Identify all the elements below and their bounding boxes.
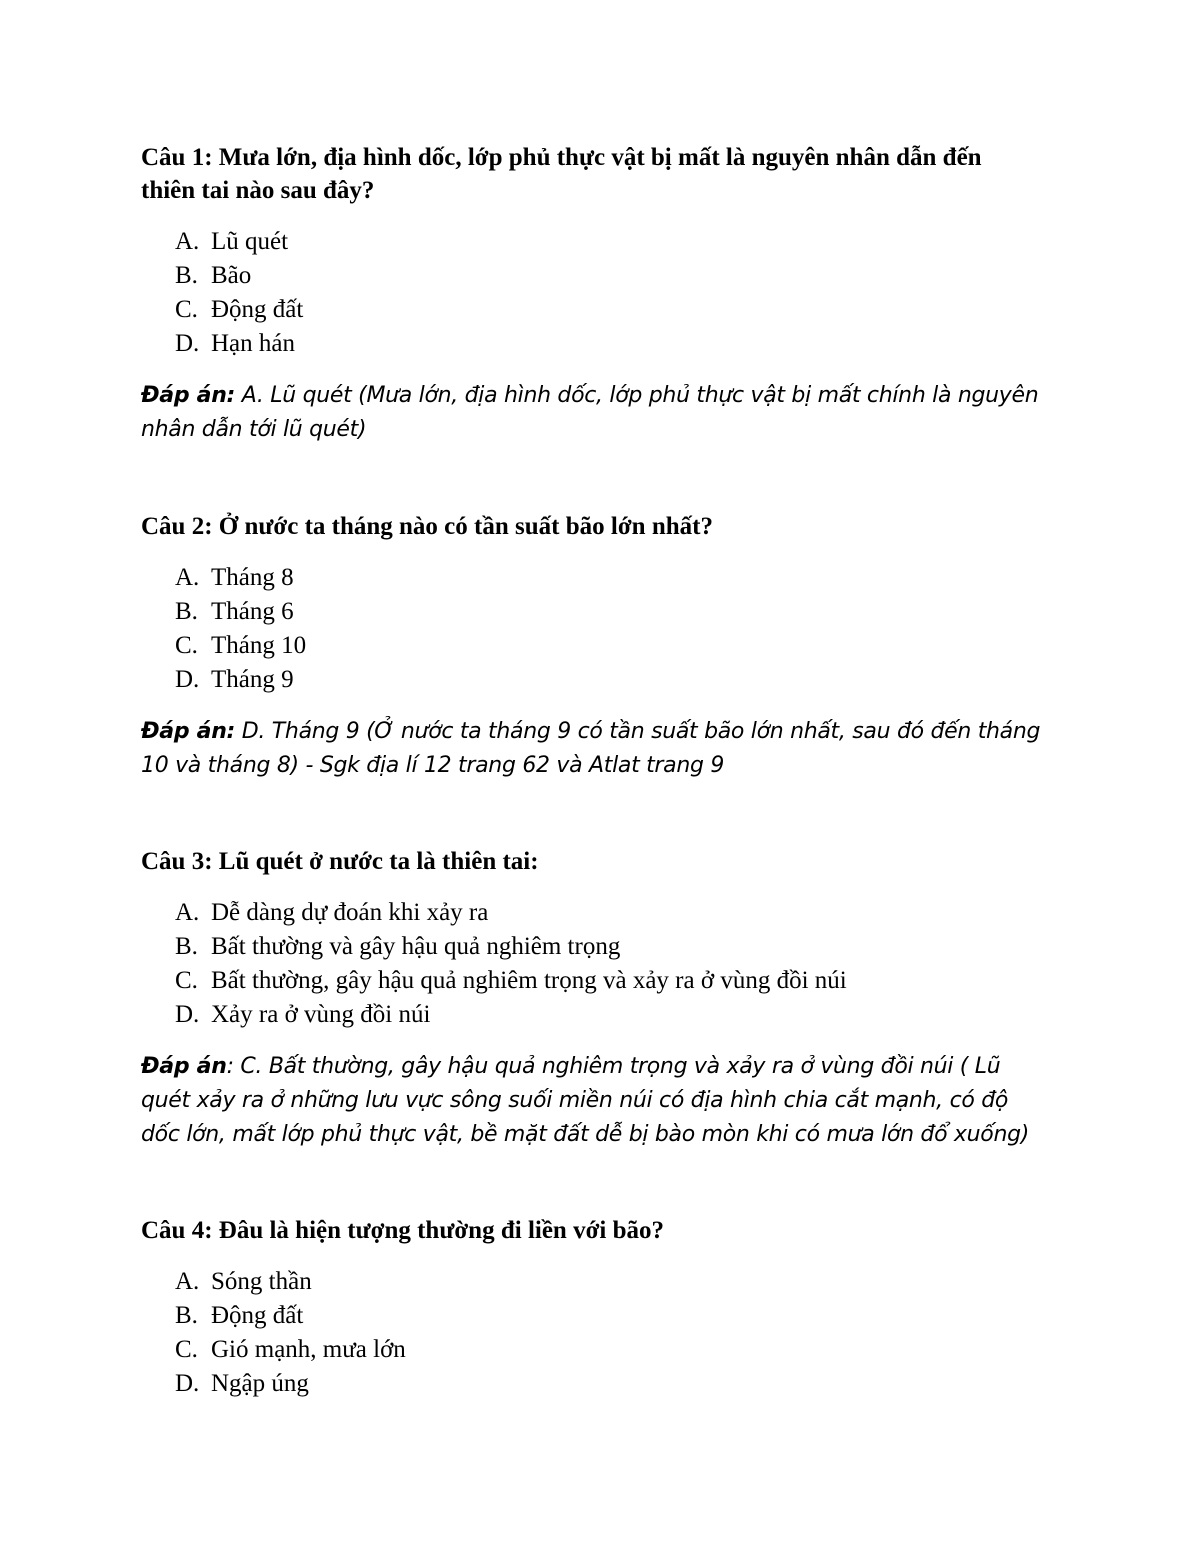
option-letter: A. <box>175 564 200 591</box>
option-d <box>175 1367 1041 1401</box>
question-title: Câu 2: Ở nước ta tháng nào có tần suất bão lớn nhất? <box>141 513 713 540</box>
option-c <box>175 964 1041 998</box>
option-letter: B. <box>175 262 198 289</box>
option-text: Tháng 8 <box>211 564 294 591</box>
question-title: Câu 4: Đâu là hiện tượng thường đi liền với bão? <box>141 1217 665 1244</box>
option-text: Tháng 6 <box>211 598 294 625</box>
option-a <box>175 896 1041 930</box>
option-d <box>175 998 1041 1032</box>
option-text: Bất thường và gây hậu quả nghiêm trọng <box>211 933 621 960</box>
option-text: Gió mạnh, mưa lớn <box>211 1336 406 1363</box>
option-letter: B. <box>175 1302 198 1329</box>
answer-text: : C. Bất thường, gây hậu quả nghiêm trọng và xảy ra ở vùng đồi núi ( Lũ quét xảy ra ở những lưu vực sông suối miền núi có địa hình chia cắt mạnh, có độ dốc lớn, mất lớp phủ thực vật, bề mặt đất dễ bị bào mòn khi có mưa lớn đổ xuống) <box>141 1054 1030 1147</box>
option-c <box>175 293 1041 327</box>
option-b <box>175 595 1041 629</box>
option-text: Bão <box>211 262 252 289</box>
option-b <box>175 1299 1041 1333</box>
option-text: Tháng 9 <box>211 666 294 693</box>
option-b <box>175 259 1041 293</box>
option-text: Hạn hán <box>211 330 295 357</box>
option-list <box>141 561 1041 697</box>
answer-label: Đáp án <box>141 1054 227 1079</box>
option-text: Động đất <box>211 1302 304 1329</box>
option-letter: A. <box>175 228 200 255</box>
answer-explanation <box>141 715 1041 783</box>
option-letter: D. <box>175 330 200 357</box>
option-letter: C. <box>175 1336 198 1363</box>
answer-text: A. Lũ quét (Mưa lớn, địa hình dốc, lớp phủ thực vật bị mất chính là nguyên nhân dẫn tới lũ quét) <box>141 383 1039 442</box>
option-a <box>175 1265 1041 1299</box>
answer-label: Đáp án: <box>141 719 236 744</box>
question-title: Câu 3: Lũ quét ở nước ta là thiên tai: <box>141 848 539 875</box>
option-c <box>175 629 1041 663</box>
option-c <box>175 1333 1041 1367</box>
question-1 <box>141 141 1041 447</box>
option-letter: B. <box>175 933 198 960</box>
option-text: Dễ dàng dự đoán khi xảy ra <box>211 899 489 926</box>
option-text: Tháng 10 <box>211 632 307 659</box>
option-d <box>175 327 1041 361</box>
option-letter: C. <box>175 632 198 659</box>
option-list <box>141 225 1041 361</box>
answer-explanation <box>141 379 1041 447</box>
option-a <box>175 561 1041 595</box>
option-letter: D. <box>175 666 200 693</box>
question-title: Câu 1: Mưa lớn, địa hình dốc, lớp phủ thực vật bị mất là nguyên nhân dẫn đến thiên tai nào sau đây? <box>141 144 982 204</box>
option-letter: C. <box>175 296 198 323</box>
option-list <box>141 896 1041 1032</box>
option-letter: A. <box>175 1268 200 1295</box>
option-a <box>175 225 1041 259</box>
answer-label: Đáp án: <box>141 383 236 408</box>
option-text: Sóng thần <box>211 1268 312 1295</box>
option-letter: C. <box>175 967 198 994</box>
option-text: Động đất <box>211 296 304 323</box>
option-text: Lũ quét <box>211 228 289 255</box>
option-letter: D. <box>175 1370 200 1397</box>
option-text: Xảy ra ở vùng đồi núi <box>211 1001 431 1028</box>
answer-explanation <box>141 1050 1041 1152</box>
question-3 <box>141 845 1041 1152</box>
question-2 <box>141 510 1041 783</box>
answer-text: D. Tháng 9 (Ở nước ta tháng 9 có tần suất bão lớn nhất, sau đó đến tháng 10 và tháng 8) - Sgk địa lí 12 trang 62 và Atlat trang 9 <box>141 719 1041 778</box>
option-text: Bất thường, gây hậu quả nghiêm trọng và xảy ra ở vùng đồi núi <box>211 967 847 994</box>
option-b <box>175 930 1041 964</box>
option-letter: D. <box>175 1001 200 1028</box>
option-text: Ngập úng <box>211 1370 309 1397</box>
question-4 <box>141 1214 1041 1401</box>
option-d <box>175 663 1041 697</box>
option-letter: B. <box>175 598 198 625</box>
option-list <box>141 1265 1041 1401</box>
option-letter: A. <box>175 899 200 926</box>
